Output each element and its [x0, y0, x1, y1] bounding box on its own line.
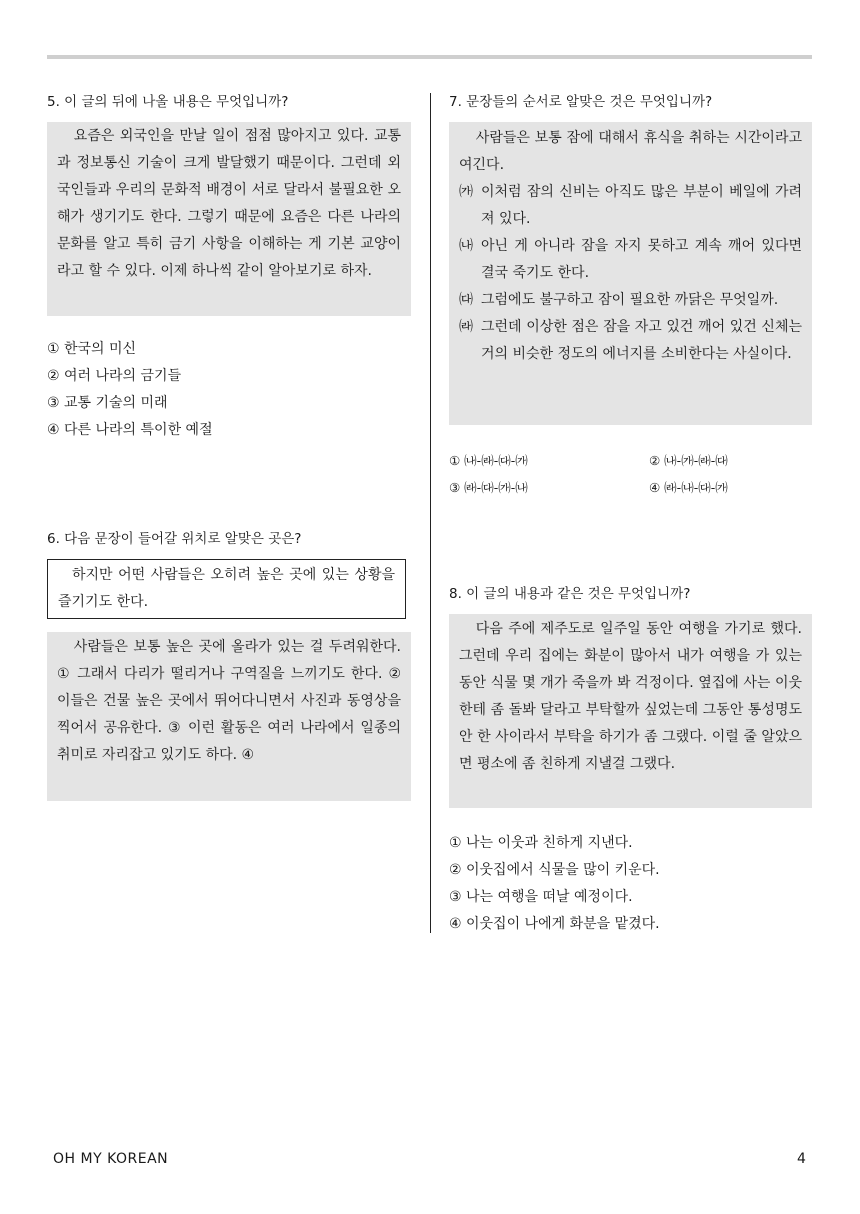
sentence-text: 그럼에도 불구하고 잠이 필요한 까닭은 무엇일까.: [481, 292, 779, 308]
question-8-title: 8. 이 글의 내용과 같은 것은 무엇입니까?: [449, 586, 691, 602]
sentence-text: 이처럼 잠의 신비는 아직도 많은 부분이 베일에 가려져 있다.: [481, 184, 802, 227]
sentence-marker: ㈑: [459, 319, 473, 335]
question-7-sentence-da: [459, 287, 802, 314]
column-divider: [430, 93, 431, 933]
question-5-option[interactable]: ① 한국의 미신: [47, 341, 137, 357]
question-8-passage: [449, 614, 812, 808]
question-7-intro: 사람들은 보통 잠에 대해서 휴식을 취하는 시간이라고 여긴다.: [459, 130, 802, 173]
top-rule: [47, 55, 812, 59]
question-5-options: [47, 336, 213, 444]
question-7-sentence-na: [459, 233, 802, 287]
question-7-passage: [449, 122, 812, 425]
question-5-title: 5. 이 글의 뒤에 나올 내용은 무엇입니까?: [47, 94, 289, 110]
question-8-option[interactable]: ① 나는 이웃과 친하게 지낸다.: [449, 835, 633, 851]
footer-brand: OH MY KOREAN: [53, 1151, 169, 1167]
sentence-marker: ㈏: [459, 238, 473, 254]
question-7-sentence-ra: [459, 314, 802, 368]
question-7-option[interactable]: ② ㈏-㈎-㈑-㈐: [649, 453, 728, 468]
question-6-title: 6. 다음 문장이 들어갈 위치로 알맞은 곳은?: [47, 531, 302, 547]
question-7-option[interactable]: ③ ㈑-㈐-㈎-㈏: [449, 480, 528, 495]
page-number: 4: [797, 1151, 806, 1167]
question-6-passage-text: 사람들은 보통 높은 곳에 올라가 있는 걸 두려워한다. ① 그래서 다리가 떨리거나 구역질을 느끼기도 한다. ② 이들은 건물 높은 곳에서 뛰어다니면서 사진과 동영상을 찍어서 공유한다. ③ 이런 활동은 여러 나라에서 일종의 취미로 자리잡고 있기도 하다. ④: [57, 639, 401, 763]
question-7-option[interactable]: ④ ㈑-㈏-㈐-㈎: [649, 480, 728, 495]
question-7-option[interactable]: ① ㈏-㈑-㈐-㈎: [449, 453, 528, 468]
question-5-passage-text: 요즘은 외국인을 만날 일이 점점 많아지고 있다. 교통과 정보통신 기술이 크게 발달했기 때문이다. 그런데 외국인들과 우리의 문화적 배경이 서로 달라서 불필요한 오해가 생기기도 한다. 그렇기 때문에 요즘은 다른 나라의 문화를 알고 특히 금기 사항을 이해하는 게 기본 교양이라고 할 수 있다. 이제 하나씩 같이 알아보기로 하자.: [57, 128, 401, 279]
question-8-passage-text: 다음 주에 제주도로 일주일 동안 여행을 가기로 했다. 그런데 우리 집에는 화분이 많아서 내가 여행을 가 있는 동안 식물 몇 개가 죽을까 봐 걱정이다. 옆집에 사는 이웃한테 좀 돌봐 달라고 부탁할까 싶었는데 그동안 통성명도 안 한 사이라서 부탁을 하기가 좀 그랬다. 이럴 줄 알았으면 평소에 좀 친하게 지낼걸 그랬다.: [459, 621, 802, 772]
question-8-options: [449, 830, 660, 938]
question-7-sentence-ga: [459, 179, 802, 233]
question-8-option[interactable]: ② 이웃집에서 식물을 많이 키운다.: [449, 862, 660, 878]
question-5-option[interactable]: ② 여러 나라의 금기들: [47, 368, 182, 384]
question-5-passage: [47, 122, 411, 316]
question-8-option[interactable]: ④ 이웃집이 나에게 화분을 맡겼다.: [449, 916, 660, 932]
sentence-marker: ㈐: [459, 292, 473, 308]
question-6-insert-box: [47, 559, 406, 619]
question-6-passage: [47, 632, 411, 801]
sentence-marker: ㈎: [459, 184, 473, 200]
question-7-title: 7. 문장들의 순서로 알맞은 것은 무엇입니까?: [449, 94, 713, 110]
sentence-text: 그런데 이상한 점은 잠을 자고 있건 깨어 있건 신체는 거의 비슷한 정도의 에너지를 소비한다는 사실이다.: [481, 319, 802, 362]
question-8-option[interactable]: ③ 나는 여행을 떠날 예정이다.: [449, 889, 633, 905]
question-5-option[interactable]: ④ 다른 나라의 특이한 예절: [47, 422, 213, 438]
sentence-text: 아닌 게 아니라 잠을 자지 못하고 계속 깨어 있다면 결국 죽기도 한다.: [481, 238, 802, 281]
question-6-insert-sentence: 하지만 어떤 사람들은 오히려 높은 곳에 있는 상황을 즐기기도 한다.: [58, 567, 395, 610]
question-5-option[interactable]: ③ 교통 기술의 미래: [47, 395, 168, 411]
